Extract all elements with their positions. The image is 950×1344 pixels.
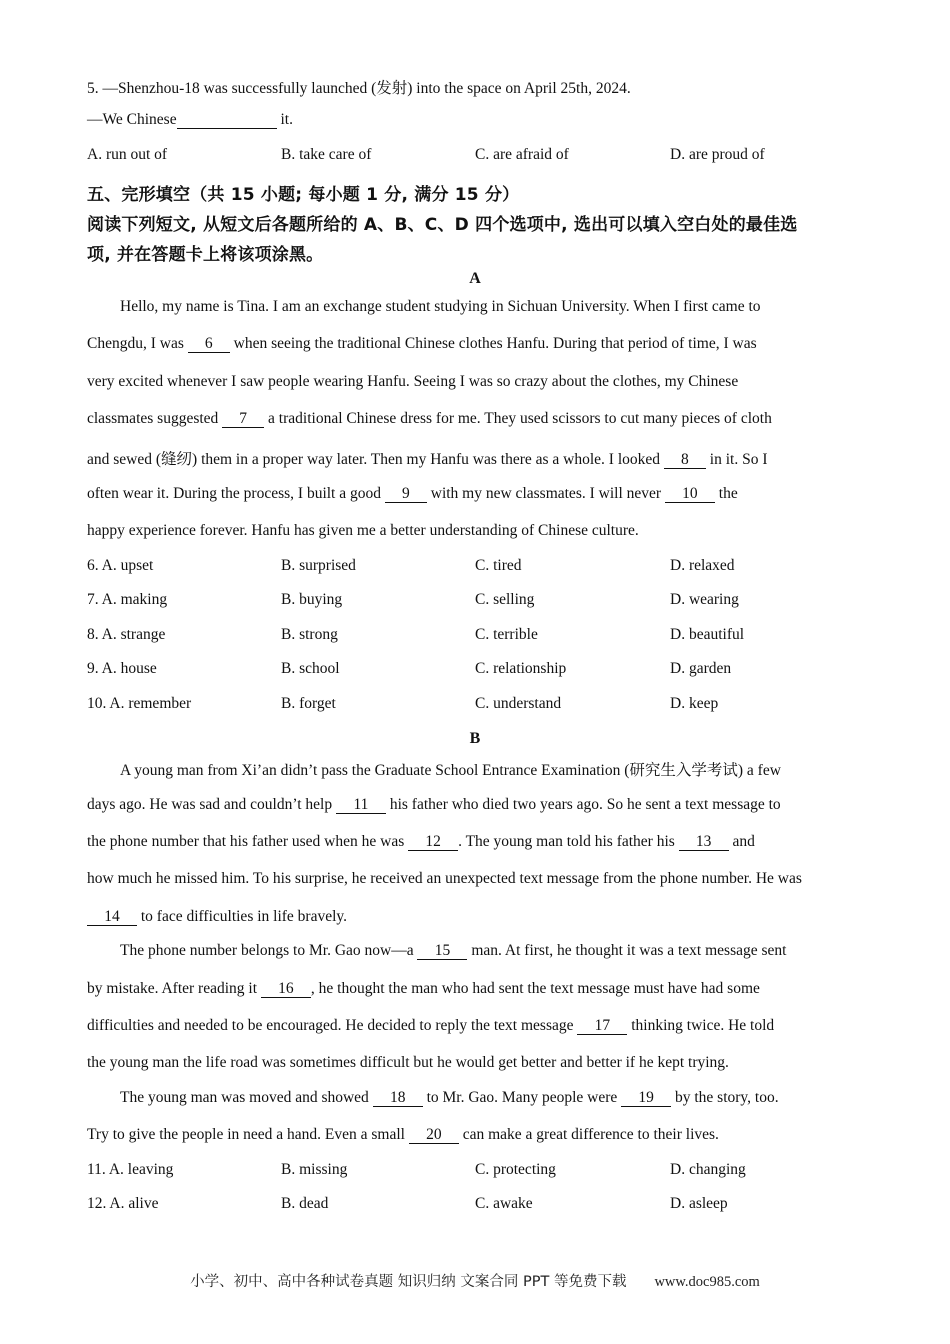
q5-reply <box>87 111 293 129</box>
passage-b-line <box>87 796 862 814</box>
passage-a-text-segment: classmates suggested <box>87 410 223 427</box>
option-a: 11. A. leaving <box>87 1161 174 1178</box>
q5-option-b: B. take care of <box>281 146 372 163</box>
section-title: 五、完形填空（共 15 小题; 每小题 1 分, 满分 15 分） <box>87 185 520 205</box>
option-c: C. understand <box>475 695 562 712</box>
option-b: B. strong <box>281 626 338 643</box>
passage-a-line <box>87 335 862 353</box>
option-c: C. tired <box>475 557 522 574</box>
option-d: D. garden <box>670 660 732 677</box>
blank-9: 9 <box>385 486 427 503</box>
blank-10: 10 <box>665 486 715 503</box>
q5-blank <box>177 112 277 129</box>
passage-a-text-segment: in it. So I <box>705 451 768 468</box>
passage-b-text-segment: to face difficulties in life bravely. <box>137 908 348 925</box>
option-c: C. selling <box>475 591 535 608</box>
passage-b-text-segment: by mistake. After reading it <box>87 980 261 997</box>
passage-b-line <box>87 833 862 851</box>
option-b: B. missing <box>281 1161 348 1178</box>
blank-6: 6 <box>188 336 230 353</box>
footer-text: 小学、初中、高中各种试卷真题 知识归纳 文案合同 PPT 等免费下载 <box>190 1274 627 1290</box>
section-instruction-line1: 阅读下列短文, 从短文后各题所给的 A、B、C、D 四个选项中, 选出可以填入空白处的最佳选 <box>87 215 798 235</box>
passage-a-text-segment: and sewed (缝纫) them in a proper way later. Then my Hanfu was there as a whole. I looked <box>87 451 664 468</box>
passage-b-text-segment: The young man was moved and showed <box>120 1089 373 1106</box>
passage-b-line <box>87 1017 862 1035</box>
option-a: 9. A. house <box>87 660 157 677</box>
passage-b-text-segment: A young man from Xi’an didn’t pass the Graduate School Entrance Examination (研究生入学考试) a few <box>120 762 781 779</box>
passage-a-text-segment: happy experience forever. Hanfu has given me a better understanding of Chinese culture. <box>87 522 639 539</box>
passage-a-text-segment: a traditional Chinese dress for me. They used scissors to cut many pieces of cloth <box>264 410 772 427</box>
option-b: B. dead <box>281 1195 329 1212</box>
option-a: 10. A. remember <box>87 695 192 712</box>
passage-a-line <box>87 522 862 540</box>
blank-16: 16 <box>261 981 311 998</box>
passage-a-text-segment: with my new classmates. I will never <box>426 485 665 502</box>
passage-b-text-segment: to Mr. Gao. Many people were <box>422 1089 622 1106</box>
passage-b-text-segment: and <box>728 833 755 850</box>
passage-b-text-segment: by the story, too. <box>671 1089 779 1106</box>
q5-reply-after: it. <box>276 111 293 128</box>
question-options-row <box>87 695 867 715</box>
passage-b-text-segment: how much he missed him. To his surprise, he received an unexpected text message from the phone number. He was <box>87 870 802 887</box>
blank-11: 11 <box>336 797 386 814</box>
passage-a-label: A <box>469 270 481 287</box>
option-b: B. school <box>281 660 340 677</box>
question-options-row <box>87 1161 867 1181</box>
page-footer <box>0 1270 950 1291</box>
question-options-row <box>87 591 867 611</box>
passage-a-text-segment: the <box>714 485 738 502</box>
q5-stem: 5. —Shenzhou-18 was successfully launched (发射) into the space on April 25th, 2024. <box>87 80 631 97</box>
blank-14: 14 <box>87 909 137 926</box>
blank-13: 13 <box>679 834 729 851</box>
q5-option-c: C. are afraid of <box>475 146 569 163</box>
passage-b-line <box>120 758 895 780</box>
option-b: B. buying <box>281 591 343 608</box>
passage-b-text-segment: can make a great difference to their lives. <box>458 1126 719 1143</box>
passage-a-line <box>87 447 862 469</box>
q5-options <box>87 146 867 166</box>
option-a: 6. A. upset <box>87 557 154 574</box>
passage-a-text-segment: Chengdu, I was <box>87 335 188 352</box>
passage-a-text-segment: often wear it. During the process, I built a good <box>87 485 385 502</box>
option-c: C. relationship <box>475 660 567 677</box>
passage-b-text-segment: The phone number belongs to Mr. Gao now—a <box>120 942 418 959</box>
passage-b-text-segment: days ago. He was sad and couldn’t help <box>87 796 336 813</box>
question-options-row <box>87 557 867 577</box>
option-a: 7. A. making <box>87 591 168 608</box>
passage-a-text-segment: very excited whenever I saw people wearing Hanfu. Seeing I was so crazy about the clothes, my Chinese <box>87 373 739 390</box>
option-a: 12. A. alive <box>87 1195 159 1212</box>
passage-b-line <box>120 942 895 960</box>
q5-reply-before: —We Chinese <box>87 111 177 128</box>
passage-b-text-segment: man. At first, he thought it was a text message sent <box>467 942 787 959</box>
passage-b-text-segment: Try to give the people in need a hand. Even a small <box>87 1126 409 1143</box>
q5-option-a: A. run out of <box>87 146 168 163</box>
question-options-row <box>87 626 867 646</box>
section-instruction-line2: 项, 并在答题卡上将该项涂黑。 <box>87 245 324 265</box>
passage-a-line <box>87 485 862 503</box>
q5-option-d: D. are proud of <box>670 146 765 163</box>
passage-b-line <box>120 1089 895 1107</box>
blank-20: 20 <box>409 1127 459 1144</box>
passage-b-text-segment: . The young man told his father his <box>458 833 679 850</box>
option-d: D. keep <box>670 695 719 712</box>
passage-b-line <box>87 1126 862 1144</box>
passage-b-line <box>87 908 862 926</box>
passage-b-text-segment: , he thought the man who had sent the text message must have had some <box>310 980 760 997</box>
passage-a-line <box>87 410 862 428</box>
blank-8: 8 <box>664 452 706 469</box>
blank-19: 19 <box>621 1090 671 1107</box>
passage-b-text-segment: difficulties and needed to be encouraged. He decided to reply the text message <box>87 1017 578 1034</box>
passage-b-text-segment: thinking twice. He told <box>627 1017 775 1034</box>
blank-15: 15 <box>417 943 467 960</box>
passage-b-line <box>87 1054 862 1072</box>
passage-b-line <box>87 980 862 998</box>
option-c: C. terrible <box>475 626 538 643</box>
passage-a-text-segment: Hello, my name is Tina. I am an exchange student studying in Sichuan University. When I first came to <box>120 298 761 315</box>
passage-a-line <box>87 373 862 391</box>
option-d: D. beautiful <box>670 626 745 643</box>
question-options-row <box>87 660 867 680</box>
question-options-row <box>87 1195 867 1215</box>
passage-b-text-segment: the young man the life road was sometimes difficult but he would get better and better if he kept trying. <box>87 1054 729 1071</box>
passage-b-line <box>87 870 862 888</box>
option-c: C. protecting <box>475 1161 556 1178</box>
option-d: D. asleep <box>670 1195 728 1212</box>
option-d: D. changing <box>670 1161 746 1178</box>
blank-17: 17 <box>577 1018 627 1035</box>
blank-18: 18 <box>373 1090 423 1107</box>
passage-b-text-segment: his father who died two years ago. So he sent a text message to <box>385 796 781 813</box>
option-a: 8. A. strange <box>87 626 166 643</box>
option-b: B. surprised <box>281 557 356 574</box>
option-b: B. forget <box>281 695 336 712</box>
option-c: C. awake <box>475 1195 533 1212</box>
passage-b-text-segment: the phone number that his father used when he was <box>87 833 409 850</box>
option-d: D. relaxed <box>670 557 735 574</box>
blank-7: 7 <box>222 411 264 428</box>
passage-a-text-segment: when seeing the traditional Chinese clothes Hanfu. During that period of time, I was <box>229 335 757 352</box>
blank-12: 12 <box>408 834 458 851</box>
footer-url: www.doc985.com <box>654 1274 760 1290</box>
passage-a-line <box>120 298 895 316</box>
option-d: D. wearing <box>670 591 739 608</box>
passage-b-label: B <box>469 730 481 747</box>
